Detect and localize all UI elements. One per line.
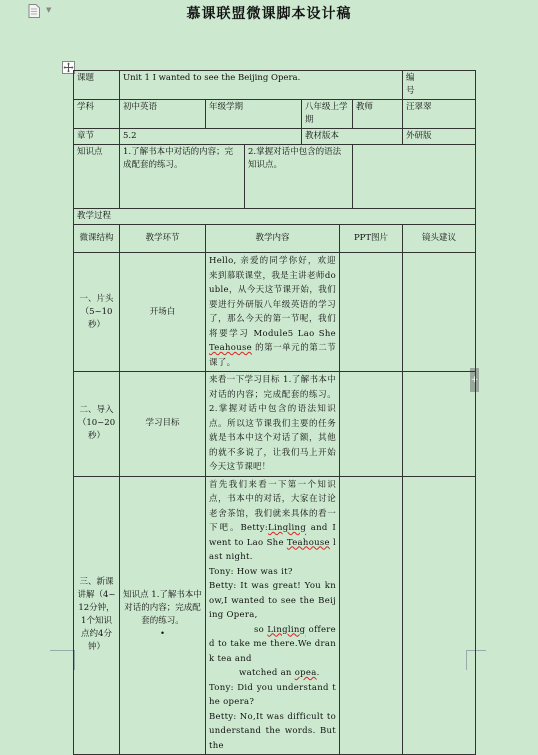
page-corner-mark xyxy=(50,650,74,651)
camera-cell[interactable] xyxy=(403,372,476,477)
camera-cell[interactable] xyxy=(403,476,476,755)
knowledge-empty[interactable] xyxy=(353,145,476,209)
ppt-cell[interactable] xyxy=(340,476,403,755)
subject-label: 学科 xyxy=(74,100,120,129)
column-header: 教学内容 xyxy=(206,225,340,253)
structure-cell[interactable]: 一、片头（5~10秒） xyxy=(74,253,120,372)
step-cell[interactable]: 开场白 xyxy=(120,253,206,372)
content-cell[interactable]: 来看一下学习目标 1.了解书本中对话的内容；完成配套的练习。2.掌握对话中包含的语法知识点。所以这节课我们主要的任务就是书本中这个对话了额，其他的就不多说了，让我们马上开始今天这节课吧！ xyxy=(206,372,340,477)
step-cell[interactable]: 学习目标 xyxy=(120,372,206,477)
topic-label: 课题 xyxy=(74,71,120,100)
chapter-value[interactable]: 5.2 xyxy=(120,129,302,145)
structure-cell[interactable]: 二、导入（10~20秒） xyxy=(74,372,120,477)
number-value[interactable] xyxy=(423,71,476,100)
column-header: 微课结构 xyxy=(74,225,120,253)
ppt-cell[interactable] xyxy=(340,253,403,372)
textbook-label: 教材版本 xyxy=(302,129,403,145)
ppt-cell[interactable] xyxy=(340,372,403,477)
column-header: 教学环节 xyxy=(120,225,206,253)
page-title: 慕课联盟微课脚本设计稿 xyxy=(186,6,352,22)
camera-cell[interactable] xyxy=(403,253,476,372)
column-header: PPT图片 xyxy=(340,225,403,253)
table-row xyxy=(74,253,476,372)
textbook-value[interactable]: 外研版 xyxy=(403,129,476,145)
knowledge-point-1[interactable]: 1.了解书本中对话的内容；完成配套的练习。 xyxy=(120,145,245,209)
content-cell[interactable]: Hello, 亲爱的同学你好，欢迎来到慕联课堂，我是主讲老师double，从今天这节课开始，我们要进行外研版八年级英语的学习了，那么今天的第一节呢，我们将要学习 Module5 Lao She Teahouse 的第一单元的第二节课了。 xyxy=(206,253,340,372)
knowledge-point-2[interactable]: 2.掌握对话中包含的语法知识点。 xyxy=(245,145,353,209)
content-cell[interactable]: 首先我们来看一下第一个知识点，书本中的对话，大家在讨论老舍茶馆，我们就来具体的看一下吧。Betty:Lingling and I went to Lao She Teahouse last night. Tony: How was it? Betty: It was great! You know,I wanted to see the Beijing Opera, so Lingling offered to take me there.We drank tea and watched an opea. Tony: Did you understand the opera? Betty: No,It was difficult to understand the words. But the xyxy=(206,476,340,755)
table-row xyxy=(74,372,476,477)
side-expand-handle[interactable]: + xyxy=(470,368,479,392)
script-design-table xyxy=(73,70,476,755)
knowledge-label: 知识点 xyxy=(74,145,120,209)
topic-value[interactable]: Unit 1 I wanted to see the Beijing Opera. xyxy=(120,71,403,100)
number-label: 编号 xyxy=(403,71,423,100)
grade-value[interactable]: 八年级上学期 xyxy=(302,100,353,129)
column-header: 镜头建议 xyxy=(403,225,476,253)
structure-cell[interactable]: 三、新课讲解（4~12分钟，1个知识点约4分钟） xyxy=(74,476,120,755)
chapter-label: 章节 xyxy=(74,129,120,145)
teacher-value[interactable]: 汪翠翠 xyxy=(403,100,476,129)
subject-value[interactable]: 初中英语 xyxy=(120,100,206,129)
grade-label: 年级学期 xyxy=(206,100,302,129)
teacher-label: 教师 xyxy=(353,100,403,129)
table-row xyxy=(74,476,476,755)
chevron-down-icon[interactable]: ▼ xyxy=(46,6,52,14)
process-label: 教学过程 xyxy=(74,209,476,225)
step-cell[interactable]: 知识点 1.了解书本中对话的内容；完成配套的练习。 • xyxy=(120,476,206,755)
